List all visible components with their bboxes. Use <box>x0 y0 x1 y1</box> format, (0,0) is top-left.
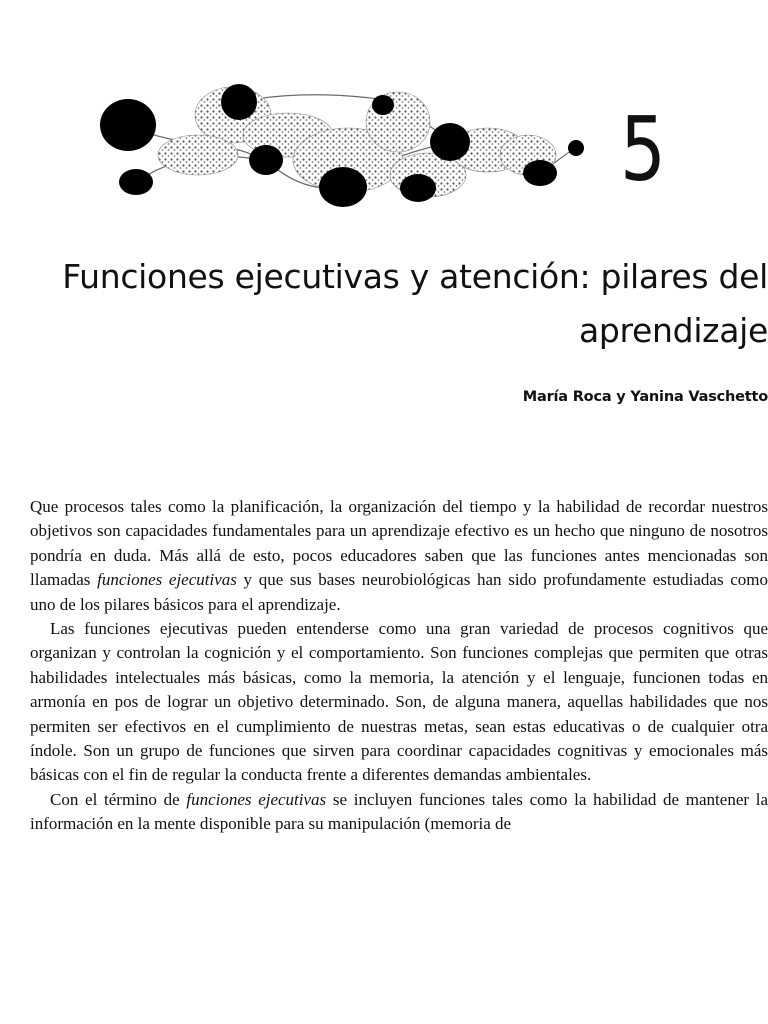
paragraph-1: Que procesos tales como la planificación, la organización del tiempo y la habilidad de recordar nuestros objetivos son capacidades fundamentales para un aprendizaje efectivo es un hecho que ninguno de nosotros pondría en duda. Más allá de esto, pocos educadores saben que las funciones antes mencionadas son llamadas funciones ejecutivas y que sus bases neurobiológicas han sido profundamente estudiadas como uno de los pilares básicos para el aprendizaje. <box>30 497 768 614</box>
neural-network-illustration <box>98 80 598 215</box>
paragraph-3: Con el término de funciones ejecutivas se incluyen funciones tales como la habilidad de mantener la información en la mente disponible para su manipulación (memoria de <box>30 789 768 834</box>
body-text <box>30 495 768 837</box>
chapter-number: 5 <box>620 98 666 201</box>
paragraph-2: Las funciones ejecutivas pueden entenderse como una gran variedad de procesos cognitivos que organizan y controlan la cognición y el comportamiento. Son funciones complejas que permiten que otras habilidades intelectuales más básicas, como la memoria, la atención y el lenguaje, funcionen todas en armonía en pos de lograr un objetivo determinado. Son, de alguna manera, aquellas habilidades que nos permiten ser efectivos en el cumplimiento de nuestras metas, sean estas educativas o de cualquier otra índole. Son un grupo de funciones que sirven para coordinar capacidades cognitivas y emocionales más básicas con el fin de regular la conducta frente a diferentes demandas ambientales. <box>30 619 768 785</box>
chapter-authors: María Roca y Yanina Vaschetto <box>522 389 768 405</box>
chapter-title: Funciones ejecutivas y atención: pilares del aprendizaje <box>62 257 768 350</box>
